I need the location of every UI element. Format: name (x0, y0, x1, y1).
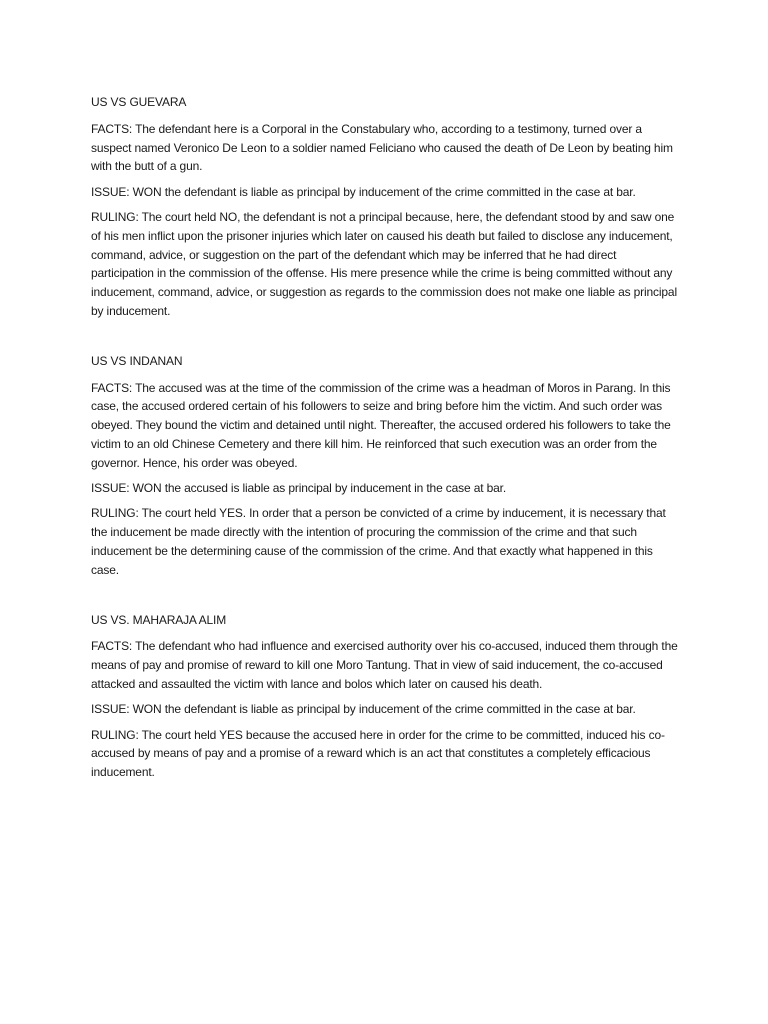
case-ruling: RULING: The court held NO, the defendant is not a principal because, here, the defendant stood by and saw one of his men inflict upon the prisoner injuries which later on caused his death but failed to disclose any inducement, command, advice, or suggestion on the part of the defendant which may be inferred that he had direct participation in the commission of the offense. His mere presence while the crime is being committed without any inducement, command, advice, or suggestion as regards to the commission does not make one liable as principal by inducement. (91, 209, 677, 318)
case-us-vs-indanan (91, 352, 681, 580)
case-title: US VS INDANAN (91, 353, 183, 368)
case-issue: ISSUE: WON the defendant is liable as principal by inducement of the crime committed in the case at bar. (91, 184, 636, 199)
case-us-vs-guevara (91, 93, 681, 321)
case-title: US VS GUEVARA (91, 95, 187, 109)
case-facts: FACTS: The defendant here is a Corporal in the Constabulary who, according to a testimony, turned over a suspect named Veronico De Leon to a soldier named Feliciano who caused the death of De Leon by beating him with the butt of a gun. (91, 121, 673, 174)
document-body (91, 93, 681, 788)
case-facts: FACTS: The defendant who had influence and exercised authority over his co-accused, induced them through the means of pay and promise of reward to kill one Moro Tantung. That in view of said inducement, the co-accused attacked and assaulted the victim with lance and bolos which later on caused his death. (91, 639, 678, 691)
case-facts: FACTS: The accused was at the time of the commission of the crime was a headman of Moros in Parang. In this case, the accused ordered certain of his followers to seize and bring before him the victim. And such order was obeyed. They bound the victim and detained until night. Thereafter, the accused ordered his followers to take the victim to an old Chinese Cemetery and there kill him. He reinforced that such execution was an order from the governor. Hence, his order was obeyed. (91, 380, 671, 470)
case-ruling: RULING: The court held YES because the accused here in order for the crime to be committed, induced his co-accused by means of pay and a promise of a reward which is an act that constitutes a completely efficacious inducement. (91, 727, 665, 780)
case-title: US VS. MAHARAJA ALIM (91, 612, 227, 627)
case-issue: ISSUE: WON the defendant is liable as principal by inducement of the crime committed in the case at bar. (91, 702, 636, 717)
case-ruling: RULING: The court held YES. In order that a person be convicted of a crime by inducement, it is necessary that the inducement be made directly with the intention of procuring the commission of the crime and that such inducement be the determining cause of the commission of the crime. And that exactly what happened in this case. (91, 506, 666, 577)
case-us-vs-maharaja-alim (91, 611, 681, 782)
case-issue: ISSUE: WON the accused is liable as principal by inducement in the case at bar. (91, 481, 507, 496)
